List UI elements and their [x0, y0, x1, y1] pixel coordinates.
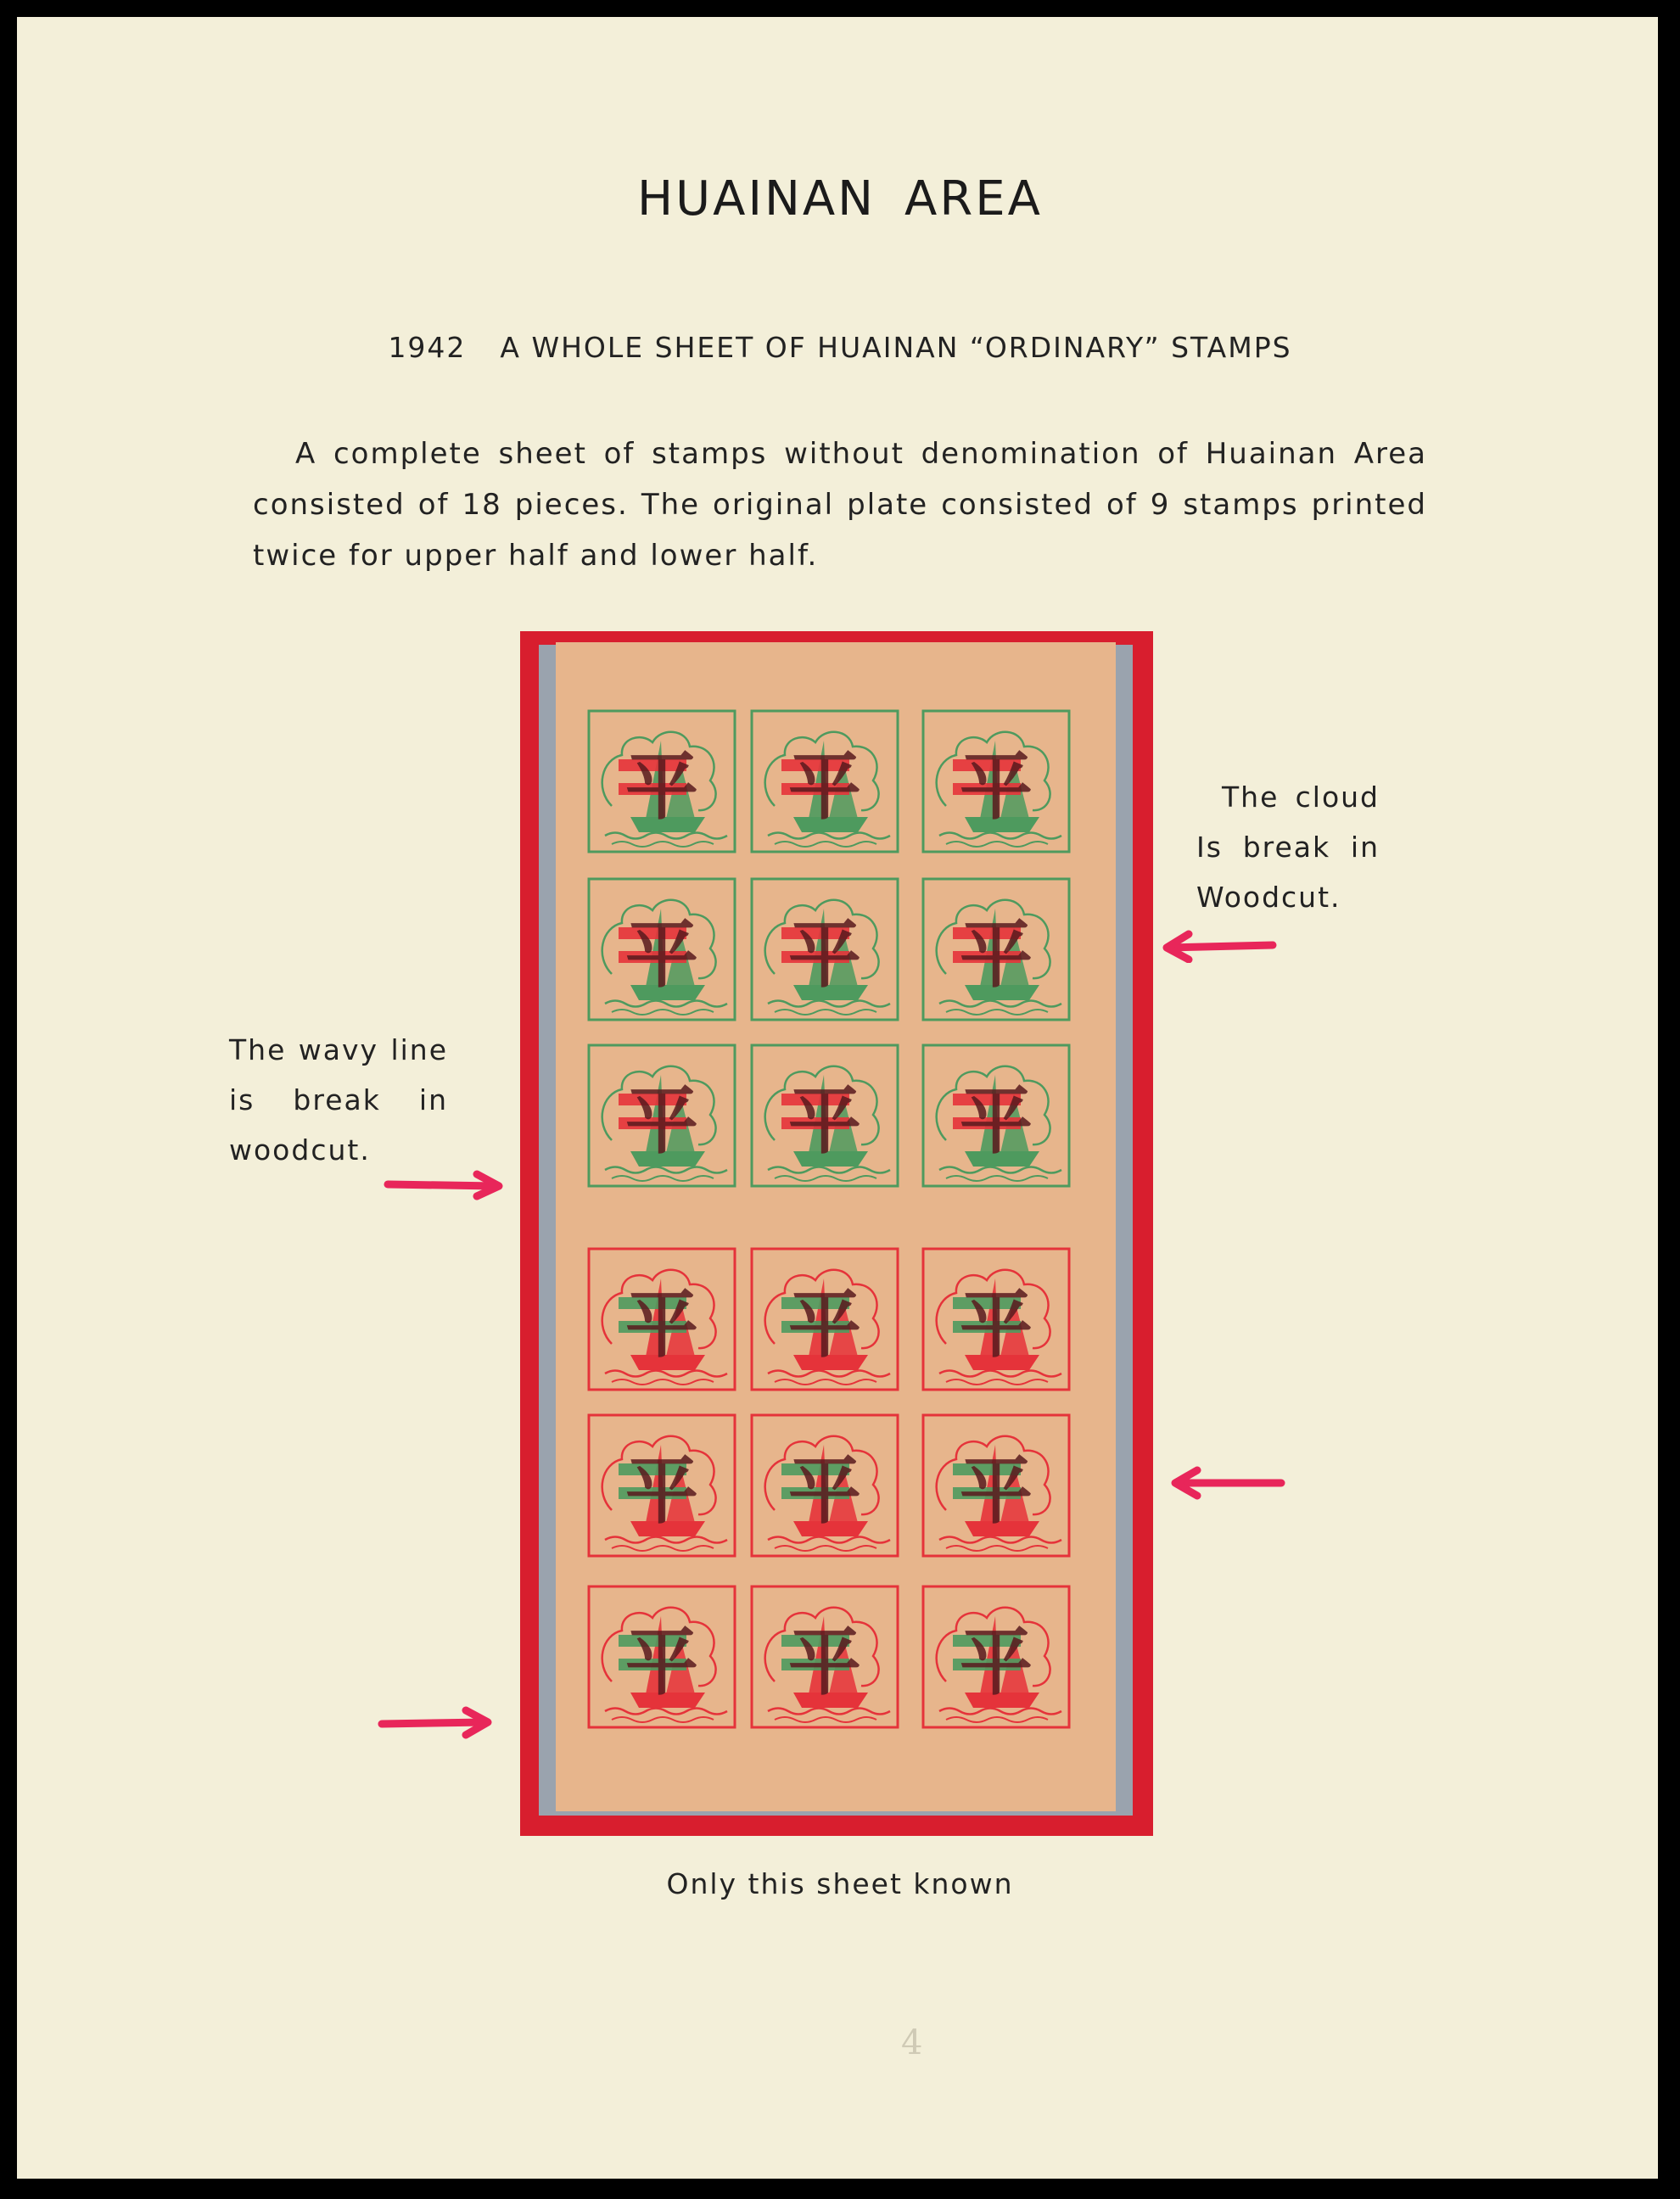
note-cloud	[1196, 772, 1380, 922]
note-line: The wavy line	[229, 1033, 448, 1066]
stamp	[589, 879, 735, 1020]
stamp	[589, 1045, 735, 1186]
stamp	[752, 1249, 898, 1390]
overprint-char: 平	[625, 913, 698, 998]
overprint-char: 平	[788, 745, 861, 830]
stamp	[923, 1415, 1069, 1556]
note-line: Is break in	[1196, 831, 1380, 864]
overprint-char: 平	[788, 1079, 861, 1164]
stamp	[752, 879, 898, 1020]
stamp-sheet	[556, 642, 1116, 1811]
arrow-left-icon	[1167, 1466, 1285, 1500]
stamp	[752, 1586, 898, 1727]
overprint-char: 平	[960, 1079, 1033, 1164]
overprint-char: 平	[960, 1620, 1033, 1705]
overprint-char: 平	[625, 1620, 698, 1705]
stamp	[923, 879, 1069, 1020]
description-paragraph	[253, 428, 1427, 581]
note-wavy-line	[229, 1025, 448, 1175]
stamp	[923, 1045, 1069, 1186]
stamp-sheet-graphic	[556, 642, 1116, 1811]
overprint-char: 平	[960, 913, 1033, 998]
page-title	[0, 171, 1680, 227]
pencil-mark: 4	[901, 2023, 923, 2062]
stamp	[589, 1586, 735, 1727]
overprint-char: 平	[960, 1283, 1033, 1368]
arrow-left-icon	[1158, 929, 1277, 963]
stamp	[923, 711, 1069, 852]
arrow-right-icon	[384, 1167, 507, 1201]
overprint-char: 平	[625, 1449, 698, 1534]
stamp	[752, 1415, 898, 1556]
arrow-right-icon	[378, 1705, 496, 1739]
description-line: twice for upper half and lower half.	[253, 539, 819, 573]
stamp	[589, 1249, 735, 1390]
overprint-char: 平	[788, 1283, 861, 1368]
stamp	[752, 711, 898, 852]
overprint-char: 平	[625, 745, 698, 830]
title-word-2: AREA	[904, 171, 1043, 227]
note-line: is break in	[229, 1083, 448, 1116]
subtitle-year: 1942	[388, 331, 467, 364]
subtitle-text: A WHOLE SHEET OF HUAINAN “ORDINARY” STAMPS	[500, 331, 1292, 364]
description-line: A complete sheet of stamps without denomination of Huainan Area	[295, 437, 1427, 471]
overprint-char: 平	[960, 745, 1033, 830]
title-word-1: HUAINAN	[637, 171, 876, 227]
stamp	[589, 711, 735, 852]
overprint-char: 平	[625, 1283, 698, 1368]
overprint-char: 平	[788, 1620, 861, 1705]
stamp	[923, 1249, 1069, 1390]
description-line: consisted of 18 pieces. The original plate consisted of 9 stamps printed	[253, 488, 1427, 522]
overprint-char: 平	[788, 1449, 861, 1534]
note-line: woodcut.	[229, 1133, 371, 1167]
sheet-caption: Only this sheet known	[666, 1867, 1014, 1900]
note-line: Woodcut.	[1196, 881, 1341, 914]
stamp	[752, 1045, 898, 1186]
stamp	[923, 1586, 1069, 1727]
overprint-char: 平	[788, 913, 861, 998]
overprint-char: 平	[960, 1449, 1033, 1534]
page-subtitle	[0, 331, 1680, 364]
note-line: The cloud	[1222, 781, 1380, 814]
overprint-char: 平	[625, 1079, 698, 1164]
stamp	[589, 1415, 735, 1556]
